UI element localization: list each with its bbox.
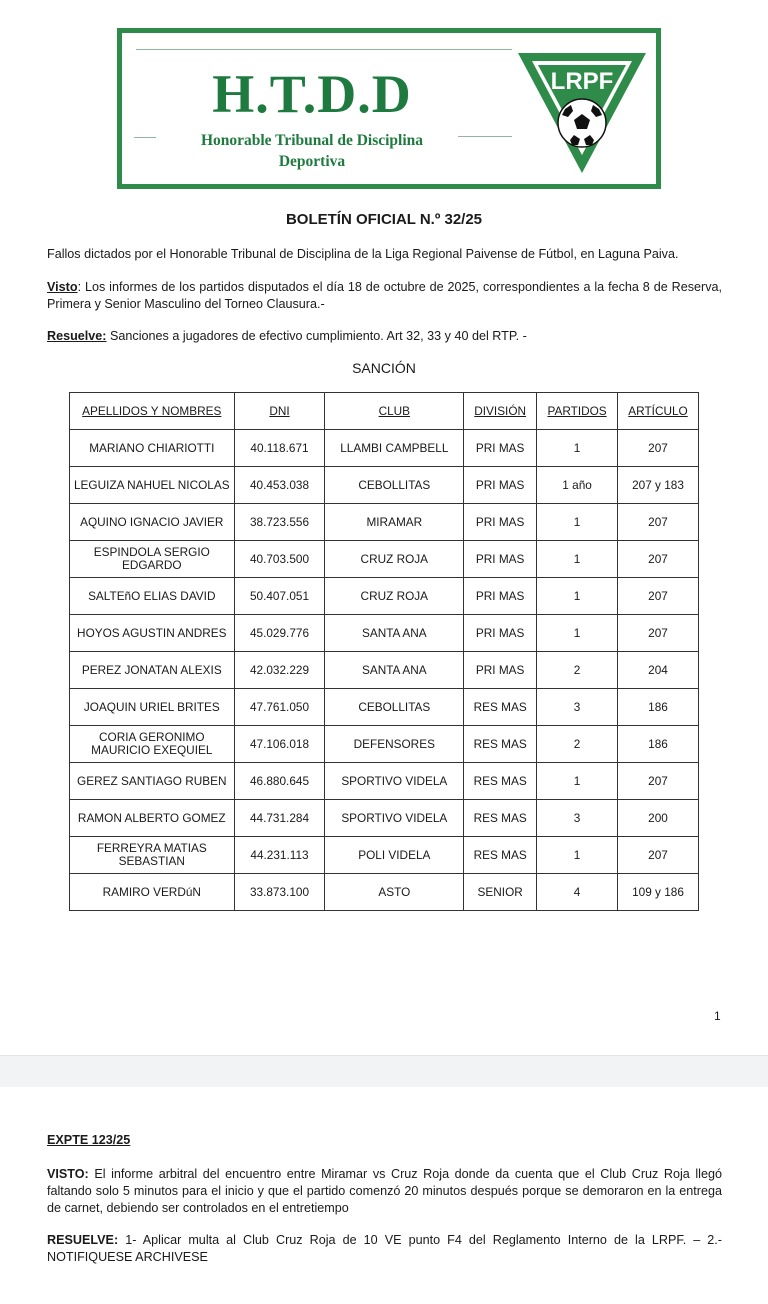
sanctions-table <box>69 392 699 911</box>
matches-count: 1 <box>537 578 618 615</box>
player-club: CEBOLLITAS <box>325 467 464 504</box>
player-club: CRUZ ROJA <box>325 541 464 578</box>
matches-count: 3 <box>537 800 618 837</box>
article: 207 <box>618 430 699 467</box>
case-resuelve-label: RESUELVE: <box>47 1233 119 1247</box>
matches-count: 1 <box>537 430 618 467</box>
bulletin-page-2 <box>0 1087 768 1304</box>
article: 186 <box>618 689 699 726</box>
visto-text: : Los informes de los partidos disputados el día 18 de octubre de 2025, correspondientes a la fecha 8 de Reserva, Primera y Senior Masculino del Torneo Clausura.- <box>47 280 722 311</box>
section-title: SANCIÓN <box>352 360 416 376</box>
table-row <box>70 689 699 726</box>
player-division: PRI MAS <box>464 504 537 541</box>
player-dni: 46.880.645 <box>234 763 325 800</box>
player-name: GEREZ SANTIAGO RUBEN <box>70 763 235 800</box>
player-club: SANTA ANA <box>325 615 464 652</box>
table-row <box>70 504 699 541</box>
player-dni: 40.453.038 <box>234 467 325 504</box>
column-header: PARTIDOS <box>537 393 618 430</box>
player-dni: 47.761.050 <box>234 689 325 726</box>
article: 186 <box>618 726 699 763</box>
article: 207 <box>618 541 699 578</box>
table-row <box>70 467 699 504</box>
player-division: PRI MAS <box>464 430 537 467</box>
article: 207 <box>618 578 699 615</box>
matches-count: 1 <box>537 615 618 652</box>
player-name: CORIA GERONIMO MAURICIO EXEQUIEL <box>70 726 235 763</box>
bulletin-title: BOLETÍN OFICIAL N.º 32/25 <box>285 211 483 228</box>
player-division: RES MAS <box>464 837 537 874</box>
player-dni: 40.118.671 <box>234 430 325 467</box>
player-club: SPORTIVO VIDELA <box>325 763 464 800</box>
case-resuelve-text: 1- Aplicar multa al Club Cruz Roja de 10 VE punto F4 del Reglamento Interno de la LRPF. – 2.- NOTIFIQUESE ARCHIVESE <box>47 1233 722 1264</box>
player-dni: 50.407.051 <box>234 578 325 615</box>
article: 200 <box>618 800 699 837</box>
player-division: PRI MAS <box>464 541 537 578</box>
player-club: CEBOLLITAS <box>325 689 464 726</box>
lrpf-logo <box>512 47 652 177</box>
matches-count: 1 <box>537 837 618 874</box>
player-club: MIRAMAR <box>325 504 464 541</box>
player-club: SPORTIVO VIDELA <box>325 800 464 837</box>
table-row <box>70 541 699 578</box>
player-division: SENIOR <box>464 874 537 911</box>
article: 204 <box>618 652 699 689</box>
table-row <box>70 615 699 652</box>
player-club: CRUZ ROJA <box>325 578 464 615</box>
player-name: HOYOS AGUSTIN ANDRES <box>70 615 235 652</box>
matches-count: 1 <box>537 541 618 578</box>
table-row <box>70 578 699 615</box>
player-name: SALTEñO ELIAS DAVID <box>70 578 235 615</box>
table-row <box>70 874 699 911</box>
player-name: JOAQUIN URIEL BRITES <box>70 689 235 726</box>
resuelve-paragraph <box>47 328 722 345</box>
player-dni: 47.106.018 <box>234 726 325 763</box>
player-division: RES MAS <box>464 763 537 800</box>
player-dni: 40.703.500 <box>234 541 325 578</box>
matches-count: 4 <box>537 874 618 911</box>
player-division: PRI MAS <box>464 467 537 504</box>
case-visto-paragraph <box>47 1166 722 1217</box>
column-header: APELLIDOS Y NOMBRES <box>70 393 235 430</box>
player-name: ESPINDOLA SERGIO EDGARDO <box>70 541 235 578</box>
player-name: AQUINO IGNACIO JAVIER <box>70 504 235 541</box>
logo-text: LRPF <box>550 68 614 95</box>
visto-paragraph <box>47 279 722 313</box>
matches-count: 3 <box>537 689 618 726</box>
player-club: ASTO <box>325 874 464 911</box>
player-name: RAMON ALBERTO GOMEZ <box>70 800 235 837</box>
player-dni: 38.723.556 <box>234 504 325 541</box>
case-resuelve-paragraph <box>47 1232 722 1266</box>
case-number: EXPTE 123/25 <box>47 1133 131 1147</box>
article: 109 y 186 <box>618 874 699 911</box>
player-name: RAMIRO VERDúN <box>70 874 235 911</box>
table-row <box>70 430 699 467</box>
table-row <box>70 763 699 800</box>
player-name: LEGUIZA NAHUEL NICOLAS <box>70 467 235 504</box>
table-header-row <box>70 393 699 430</box>
matches-count: 2 <box>537 726 618 763</box>
org-name-line1: Honorable Tribunal de Disciplina <box>200 132 424 149</box>
soccer-ball-icon <box>558 99 606 147</box>
player-name: MARIANO CHIARIOTTI <box>70 430 235 467</box>
article: 207 y 183 <box>618 467 699 504</box>
player-division: PRI MAS <box>464 615 537 652</box>
divider <box>136 49 512 50</box>
player-dni: 42.032.229 <box>234 652 325 689</box>
article: 207 <box>618 504 699 541</box>
table-row <box>70 837 699 874</box>
player-name: PEREZ JONATAN ALEXIS <box>70 652 235 689</box>
player-name: FERREYRA MATIAS SEBASTIAN <box>70 837 235 874</box>
table-row <box>70 800 699 837</box>
org-acronym: H.T.D.D <box>212 64 412 124</box>
matches-count: 1 <box>537 763 618 800</box>
player-division: RES MAS <box>464 800 537 837</box>
column-header: DNI <box>234 393 325 430</box>
case-visto-label: VISTO: <box>47 1167 89 1181</box>
table-row <box>70 726 699 763</box>
case-visto-text: El informe arbitral del encuentro entre Miramar vs Cruz Roja donde da cuenta que el Club Cruz Roja llegó faltando solo 5 minutos para el inicio y que el partido comenzó 20 minutos después porque se demoraron en la entrega de carnet, debiendo ser controlados en el entretiempo <box>47 1167 722 1215</box>
article: 207 <box>618 615 699 652</box>
resuelve-label: Resuelve: <box>47 329 107 343</box>
intro-paragraph: Fallos dictados por el Honorable Tribunal de Disciplina de la Liga Regional Paivense de Fútbol, en Laguna Paiva. <box>47 247 679 261</box>
player-division: RES MAS <box>464 689 537 726</box>
article: 207 <box>618 837 699 874</box>
letterhead <box>117 28 661 189</box>
player-dni: 45.029.776 <box>234 615 325 652</box>
matches-count: 1 año <box>537 467 618 504</box>
matches-count: 1 <box>537 504 618 541</box>
column-header: CLUB <box>325 393 464 430</box>
player-dni: 44.231.113 <box>234 837 325 874</box>
column-header: DIVISIÓN <box>464 393 537 430</box>
player-division: RES MAS <box>464 726 537 763</box>
player-division: PRI MAS <box>464 578 537 615</box>
page-separator <box>0 1055 768 1087</box>
player-division: PRI MAS <box>464 652 537 689</box>
matches-count: 2 <box>537 652 618 689</box>
player-club: SANTA ANA <box>325 652 464 689</box>
table-row <box>70 652 699 689</box>
player-dni: 44.731.284 <box>234 800 325 837</box>
article: 207 <box>618 763 699 800</box>
player-club: POLI VIDELA <box>325 837 464 874</box>
column-header: ARTÍCULO <box>618 393 699 430</box>
player-club: DEFENSORES <box>325 726 464 763</box>
visto-label: Visto <box>47 280 78 294</box>
player-club: LLAMBI CAMPBELL <box>325 430 464 467</box>
player-dni: 33.873.100 <box>234 874 325 911</box>
resuelve-text: Sanciones a jugadores de efectivo cumplimiento. Art 32, 33 y 40 del RTP. - <box>106 329 527 343</box>
org-name-line2: Deportiva <box>278 153 346 170</box>
page-number: 1 <box>714 1009 721 1023</box>
